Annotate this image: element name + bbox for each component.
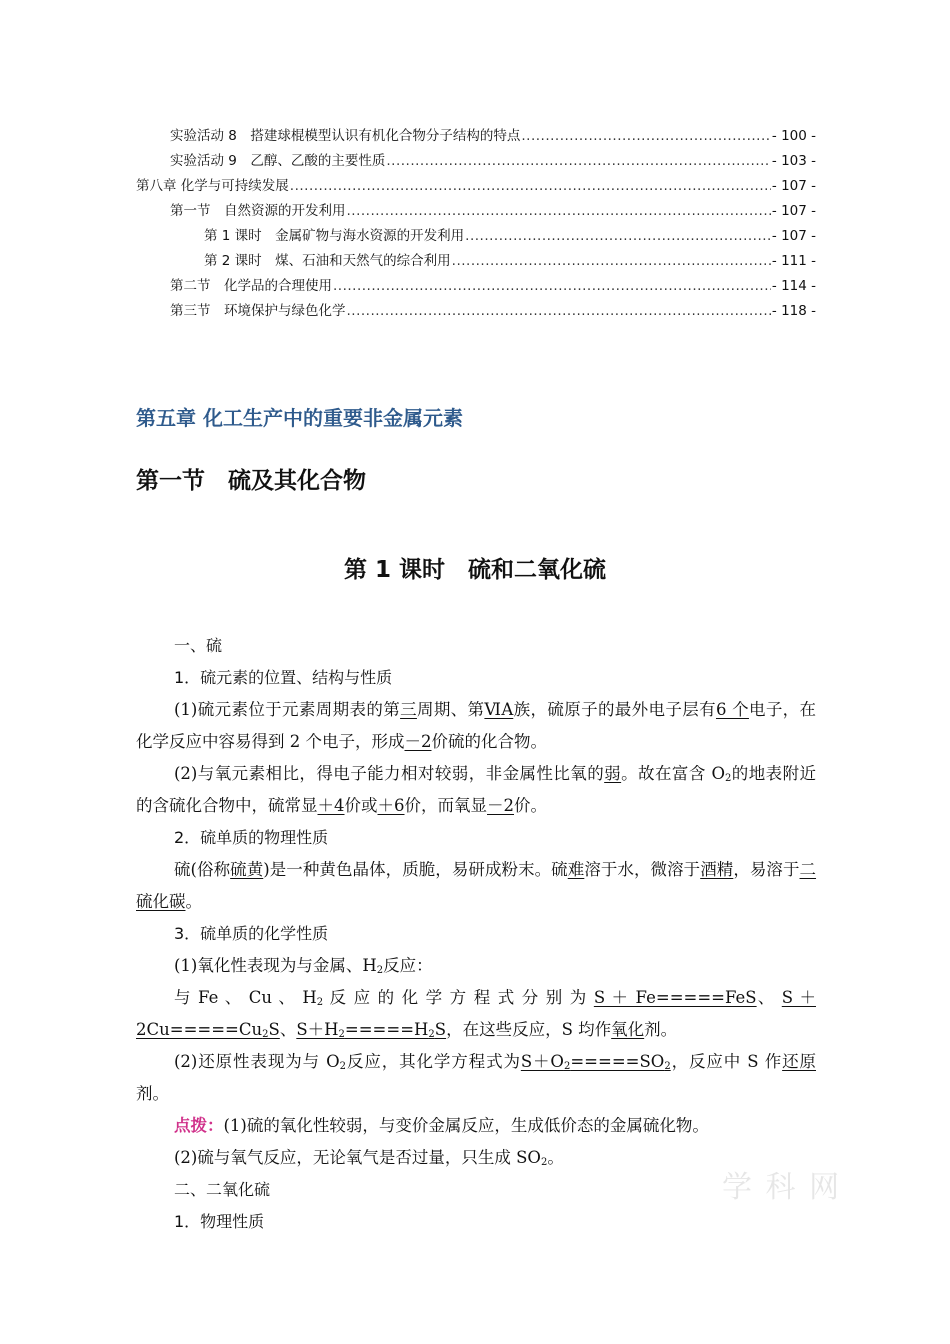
paragraph: (2)还原性表现为与 $O_2$反应，其化学方程式为$S+O_2=====SO_2$，反应中 S 作还原剂。 — [136, 1052, 816, 1103]
toc-entry[interactable]: 第八章 化学与可持续发展 ..... - 107 - — [136, 174, 816, 199]
toc-entry[interactable]: 第 2 课时 煤、石油和天然气的综合利用 ..... - 111 - — [136, 249, 816, 274]
lesson-title: 第 1 课时 硫和二氧化硫 — [343, 557, 607, 583]
toc-entry[interactable]: 第一节 自然资源的开发利用 ..... - 107 - — [136, 199, 816, 224]
section-title: 第一节 硫及其化合物 — [136, 468, 366, 494]
heading-so2: 二、二氧化硫 — [174, 1180, 271, 1199]
toc-entry[interactable]: 第二节 化学品的合理使用 ..... - 114 - — [136, 274, 816, 299]
watermark: 学 科 网 — [722, 1170, 842, 1205]
table-of-contents — [136, 124, 816, 324]
paragraph: (1)硫元素位于元素周期表的第三周期、第ⅥA族，硫原子的最外电子层有6 个电子，在化学反应中容易得到 2 个电子，形成－2价硫的化合物。 — [136, 700, 817, 751]
tip-label: 点拨： — [174, 1116, 224, 1135]
toc-entry[interactable]: 实验活动 8 搭建球棍模型认识有机化合物分子结构的特点 ..... - 100 - — [136, 124, 816, 149]
subheading-chemical: 3．硫单质的化学性质 — [174, 924, 329, 943]
subheading-so2-physical: 1．物理性质 — [174, 1212, 265, 1231]
toc-entry[interactable]: 实验活动 9 乙醇、乙酸的主要性质 ..... - 103 - — [136, 149, 816, 174]
tip-paragraph: (2)硫与氧气反应，无论氧气是否过量，只生成 $SO_2$。 — [174, 1148, 564, 1168]
toc-entry[interactable]: 第三节 环境保护与绿色化学 ..... - 118 - — [136, 299, 816, 324]
paragraph: 硫(俗称硫黄)是一种黄色晶体，质脆，易研成粉末。硫难溶于水，微溶于酒精，易溶于二硫化碳。 — [136, 860, 817, 911]
tip-paragraph: 点拨：(1)硫的氧化性较弱，与变价金属反应，生成低价态的金属硫化物。 — [174, 1116, 709, 1135]
subheading-physical: 2．硫单质的物理性质 — [174, 828, 329, 847]
heading-sulfur: 一、硫 — [174, 636, 223, 655]
subheading-position: 1．硫元素的位置、结构与性质 — [174, 668, 393, 687]
paragraph-continued: $2Cu=====Cu_2S$、$S+H_2=====H_2S$，在这些反应，S 均作氧化剂。 — [136, 1020, 678, 1040]
chapter-title: 第五章 化工生产中的重要非金属元素 — [136, 406, 463, 430]
toc-entry[interactable]: 第 1 课时 金属矿物与海水资源的开发利用 ..... - 107 - — [136, 224, 816, 249]
lesson-body — [136, 630, 816, 1238]
paragraph: (2)与氧元素相比，得电子能力相对较弱，非金属性比氧的弱。故在富含 $O_2$的地表附近的含硫化合物中，硫常显＋4价或＋6价，而氧显－2价。 — [136, 764, 817, 815]
paragraph: (1)氧化性表现为与金属、$H_2$反应： — [174, 956, 433, 976]
paragraph: 与 Fe 、 Cu 、 $H_2$ 反 应 的 化 学 方 程 式 分 别 为 S ＋ Fe=====FeS、 S ＋ — [174, 988, 816, 1008]
